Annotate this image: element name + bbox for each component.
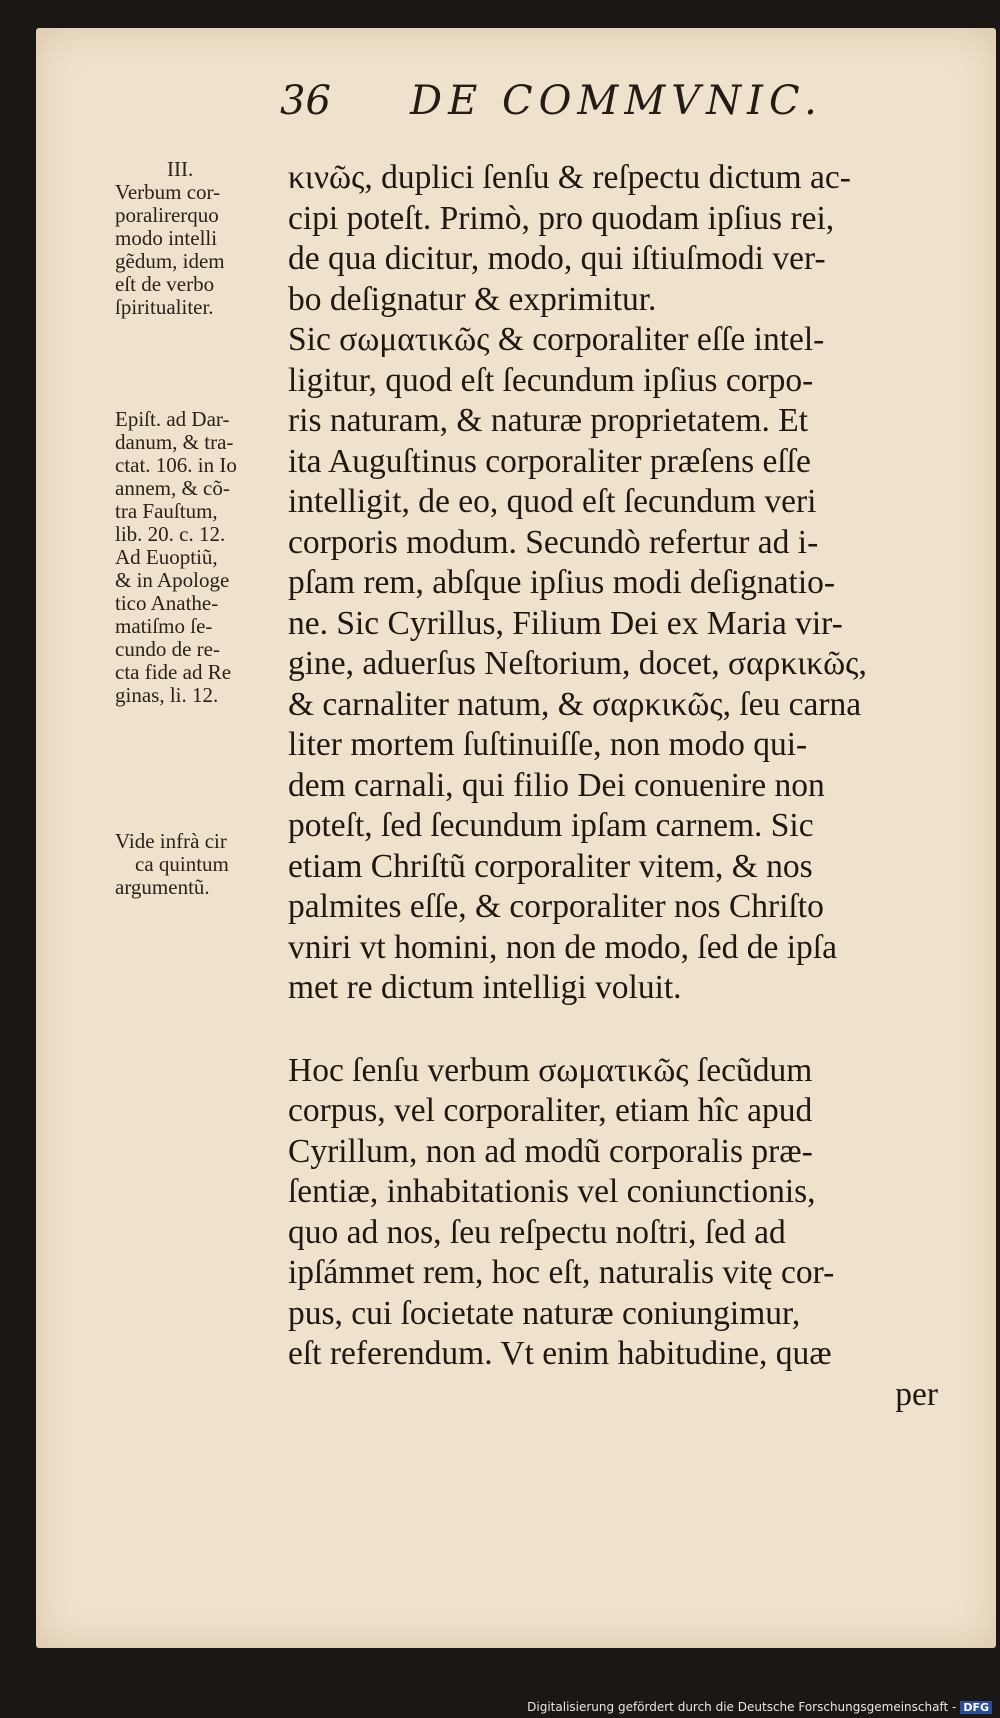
text-line: pus, cui ſocietate naturæ coniungimur, — [288, 1294, 801, 1332]
margin-line: danum, & tra- — [115, 430, 234, 454]
margin-line: III. — [167, 157, 194, 181]
text-line: ris naturam, & naturæ proprietatem. Et — [288, 402, 809, 439]
text-line: dem carnali, qui filio Dei conuenire non — [288, 766, 825, 804]
margin-line: lib. 20. c. 12. — [115, 522, 226, 546]
text-line: ipſámmet rem, hoc eſt, naturalis vitę cor- — [288, 1254, 835, 1291]
margin-line: argumentũ. — [115, 875, 210, 899]
text-line: ita Auguſtinus corporaliter præſens eſſe — [288, 442, 811, 480]
margin-line: ctat. 106. in Io — [115, 453, 237, 477]
margin-line: gẽdum, idem — [115, 249, 225, 273]
digitization-credit — [527, 1700, 992, 1714]
page-number: 36 — [280, 78, 331, 124]
margin-line: Vide infrà cir — [115, 829, 227, 853]
main-text — [288, 158, 938, 1415]
text-line: corpus, vel corporaliter, etiam hîc apud — [288, 1092, 813, 1129]
dfg-logo-badge: DFG — [960, 1701, 992, 1714]
text-line: liter mortem ſuſtinuiſſe, non modo qui- — [288, 726, 808, 763]
text-line: vniri vt homini, non de modo, ſed de ipſa — [288, 928, 837, 966]
margin-line: modo intelli — [115, 226, 218, 250]
text-line: cipi poteſt. Primò, pro quodam ipſius rei, — [288, 199, 835, 237]
text-line: de qua dicitur, modo, qui iſtiuſmodi ver- — [288, 240, 826, 277]
margin-line: Ad Euoptiũ, — [115, 545, 218, 569]
text-line: eſt referendum. Vt enim habitudine, quæ — [288, 1335, 832, 1372]
text-line: ſentiæ, inhabitationis vel coniunctionis, — [288, 1173, 816, 1210]
text-line: ligitur, quod eſt ſecundum ipſius corpo- — [288, 361, 814, 399]
text-line: Hoc ſenſu verbum σωματικῶς ſecũdum — [288, 1051, 813, 1089]
text-line: ne. Sic Cyrillus, Filium Dei ex Maria vir- — [288, 604, 843, 642]
margin-line: cundo de re- — [115, 637, 220, 661]
text-line: etiam Chriſtũ corporaliter vitem, & nos — [288, 847, 813, 885]
margin-line: matiſmo ſe- — [115, 614, 213, 638]
margin-note-3 — [115, 830, 287, 899]
margin-line: poralirerquo — [115, 203, 219, 227]
text-line: intelligit, de eo, quod eſt ſecundum veri — [288, 483, 817, 520]
margin-line: tico Anathe- — [115, 591, 219, 615]
paragraph-gap — [288, 1009, 938, 1051]
text-line: Cyrillum, non ad modũ corporalis præ- — [288, 1132, 813, 1170]
text-line: palmites eſſe, & corporaliter nos Chriſto — [288, 888, 824, 925]
margin-line: Verbum cor- — [115, 180, 221, 204]
text-line: Sic σωματικῶς & corporaliter eſſe intel- — [288, 321, 825, 358]
margin-line: ca quintum — [135, 852, 229, 876]
margin-line: Epiſt. ad Dar- — [115, 407, 230, 431]
margin-line: eſt de verbo — [115, 272, 215, 296]
margin-note-2 — [115, 408, 287, 707]
text-line: & carnaliter natum, & σαρκικῶς, ſeu carna — [288, 685, 862, 723]
margin-note-1 — [115, 158, 287, 319]
margin-line: tra Fauſtum, — [115, 499, 218, 523]
text-line: quo ad nos, ſeu reſpectu noſtri, ſed ad — [288, 1213, 786, 1251]
margin-line: ginas, li. 12. — [115, 683, 219, 707]
text-line: gine, aduerſus Neſtorium, docet, σαρκικῶς, — [288, 645, 867, 682]
text-line: met re dictum intelligi voluit. — [288, 969, 682, 1006]
catchword: per — [895, 1375, 938, 1413]
page-header — [280, 78, 840, 138]
text-line: poteſt, ſed ſecundum ipſam carnem. Sic — [288, 807, 814, 844]
margin-line: annem, & cõ- — [115, 476, 230, 500]
text-line: bo deſignatur & exprimitur. — [288, 280, 657, 318]
margin-line: ſpiritualiter. — [115, 295, 214, 319]
text-line: κινῶς, duplici ſenſu & reſpectu dictum ac- — [288, 159, 851, 196]
margin-line: & in Apologe — [115, 568, 230, 592]
margin-line: cta fide ad Re — [115, 660, 232, 684]
credit-text: Digitalisierung gefördert durch die Deutsche Forschungsgemeinschaft - — [527, 1700, 957, 1714]
text-line: corporis modum. Secundò refertur ad i- — [288, 523, 819, 561]
text-line: pſam rem, abſque ipſius modi deſignatio- — [288, 564, 836, 601]
running-head: DE COMMVNIC. — [410, 78, 823, 124]
